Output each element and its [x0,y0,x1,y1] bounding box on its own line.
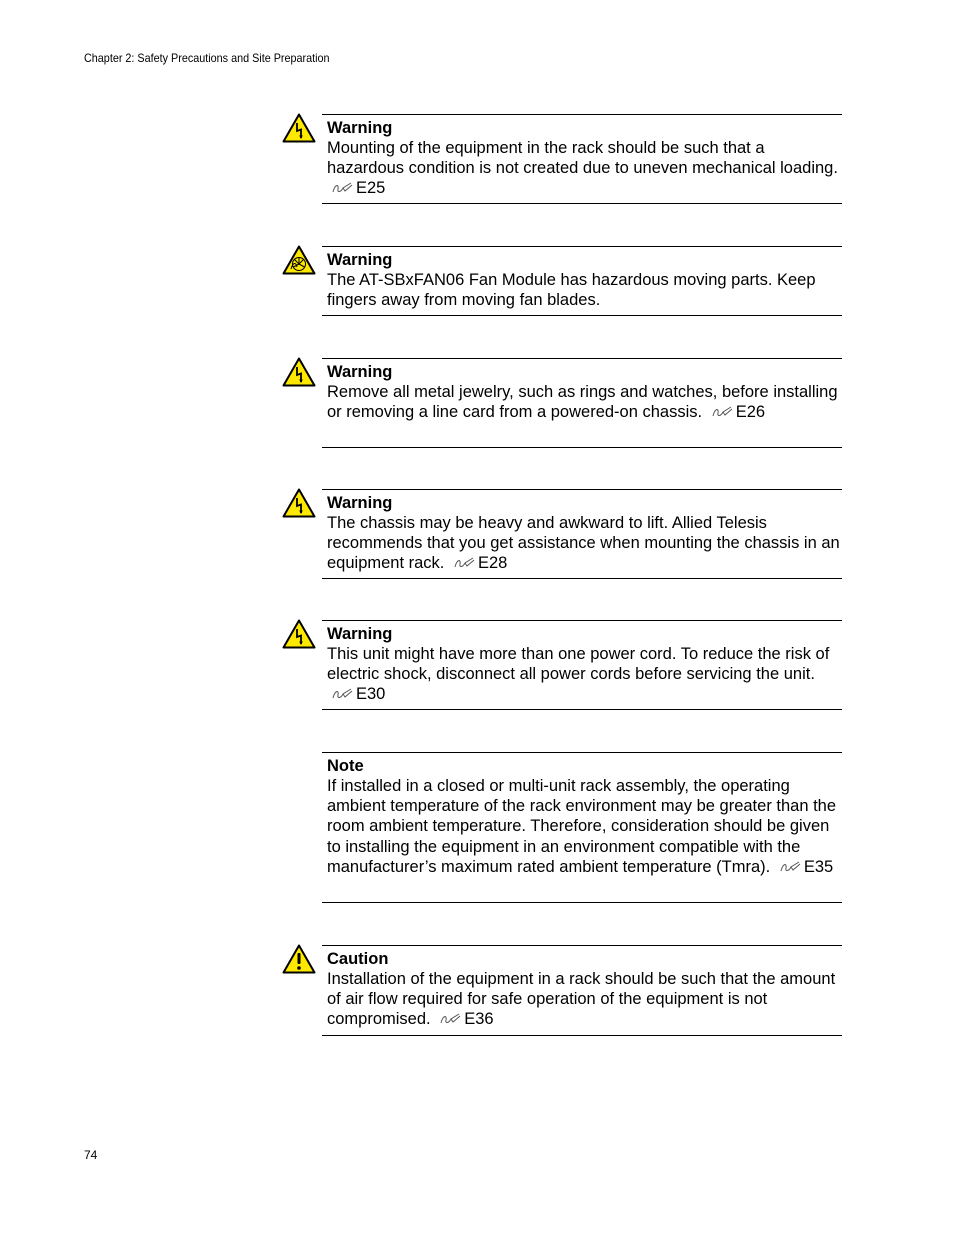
notice-title: Note [327,757,364,775]
electrical-hazard-icon [282,488,316,518]
pencil-reference-icon [331,688,353,700]
electrical-hazard-icon [282,619,316,649]
notice-text: Installation of the equipment in a rack should be such that the amount of air flow required for safe operation of the equipment is not compromised. E36 [327,970,836,1029]
caution-notice [322,945,842,1036]
notice-ref: E26 [735,403,766,422]
fan-hazard-icon [282,245,316,275]
warning-notice-5 [322,620,842,710]
warning-notice-4 [322,489,842,579]
notice-ref: E35 [803,857,834,876]
notice-text: If installed in a closed or multi-unit rack assembly, the operating ambient temperature of the rack environment may be greater than the room ambient temperature. Therefore, consideration should be given to installing the equipment in an environment compatible with the manufacturer’s maximum rated ambient temperature (Tmra). E35 [327,777,837,876]
chapter-header: Chapter 2: Safety Precautions and Site Preparation [84,51,330,65]
notice-text: Mounting of the equipment in the rack should be such that a hazardous condition is not created due to uneven mechanical loading. E25 [327,139,838,198]
notice-title: Warning [327,119,393,137]
notice-title: Warning [327,625,393,643]
notice-title: Caution [327,950,389,968]
pencil-reference-icon [439,1013,461,1025]
pencil-reference-icon [331,182,353,194]
note-notice [322,752,842,903]
pencil-reference-icon [779,861,801,873]
notice-text: This unit might have more than one power cord. To reduce the risk of electric shock, disconnect all power cords before servicing the unit. E30 [327,645,830,704]
pencil-reference-icon [711,406,733,418]
notice-title: Warning [327,363,393,381]
pencil-reference-icon [453,557,475,569]
caution-exclamation-icon [282,944,316,974]
notice-title: Warning [327,251,393,269]
notice-ref: E28 [478,554,508,573]
electrical-hazard-icon [282,113,316,143]
page-number: 74 [84,1148,98,1162]
warning-notice-2 [322,246,842,316]
notice-ref: E36 [464,1010,494,1029]
warning-notice-3 [322,358,842,448]
notice-ref: E30 [356,685,386,704]
electrical-hazard-icon [282,357,316,387]
warning-notice-1 [322,114,842,204]
notice-text: The chassis may be heavy and awkward to lift. Allied Telesis recommends that you get assistance when mounting the chassis in an equipment rack. E28 [327,514,840,573]
notice-text: Remove all metal jewelry, such as rings and watches, before installing or removing a line card from a powered-on chassis. E26 [327,383,838,422]
notice-title: Warning [327,494,393,512]
notice-ref: E25 [356,179,386,198]
notice-text: The AT-SBxFAN06 Fan Module has hazardous moving parts. Keep fingers away from moving fan blades. [327,271,816,310]
